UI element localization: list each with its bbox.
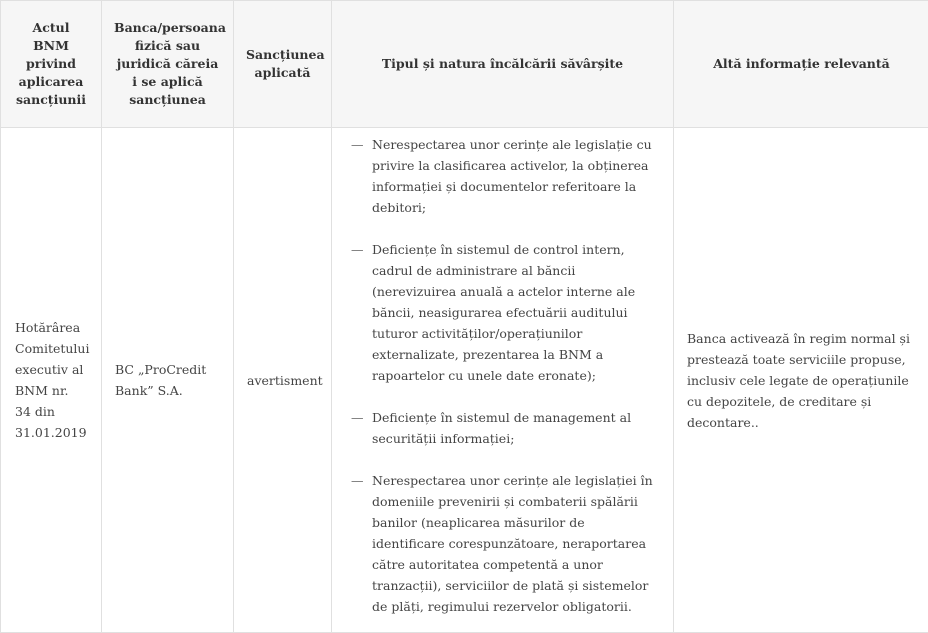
table-header-row [1,1,928,128]
cell-act: Hotărârea Comitetului executiv al BNM nr. 34 din 31.01.2019 [1,128,102,633]
table-row [1,128,928,633]
cell-sanction: avertisment [234,128,332,633]
cell-bank: BC „ProCredit Bank” S.A. [102,128,234,633]
header-bank: Banca/persoana fizică sau juridică căreia i se aplică sancțiunea [102,1,234,128]
list-item: — Nerespectarea unor cerințe ale legislației în domeniile prevenirii și combaterii spălării banilor (neaplicarea măsurilor de identificare corespunzătoare, neraportarea către autoritatea competentă a unor tranzacții), serviciilor de plată și sistemelor de plăți, regimului rezervelor obligatorii. [344,470,657,617]
cell-violations [332,128,674,633]
list-item: — Deficiențe în sistemul de management al securității informației; [344,407,657,449]
header-sanction: Sancțiunea aplicată [234,1,332,128]
violations-list [344,134,657,617]
header-violation-type: Tipul și natura încălcării săvârșite [332,1,674,128]
list-item: — Deficiențe în sistemul de control intern, cadrul de administrare al băncii (nerevizuirea anuală a actelor interne ale băncii, neasigurarea efectuării auditului tuturor activităților/operațiunilor externalizate, prezentarea la BNM a rapoartelor cu unele date eronate); [344,239,657,386]
header-act: Actul BNM privind aplicarea sancțiunii [1,1,102,128]
cell-other-info: Banca activează în regim normal și prestează toate serviciile propuse, inclusiv cele legate de operațiunile cu depozitele, de creditare și decontare.. [674,128,928,633]
list-item: — Nerespectarea unor cerințe ale legislație cu privire la clasificarea activelor, la obținerea informației și documentelor referitoare la debitori; [344,134,657,218]
header-other-info: Altă informație relevantă [674,1,928,128]
